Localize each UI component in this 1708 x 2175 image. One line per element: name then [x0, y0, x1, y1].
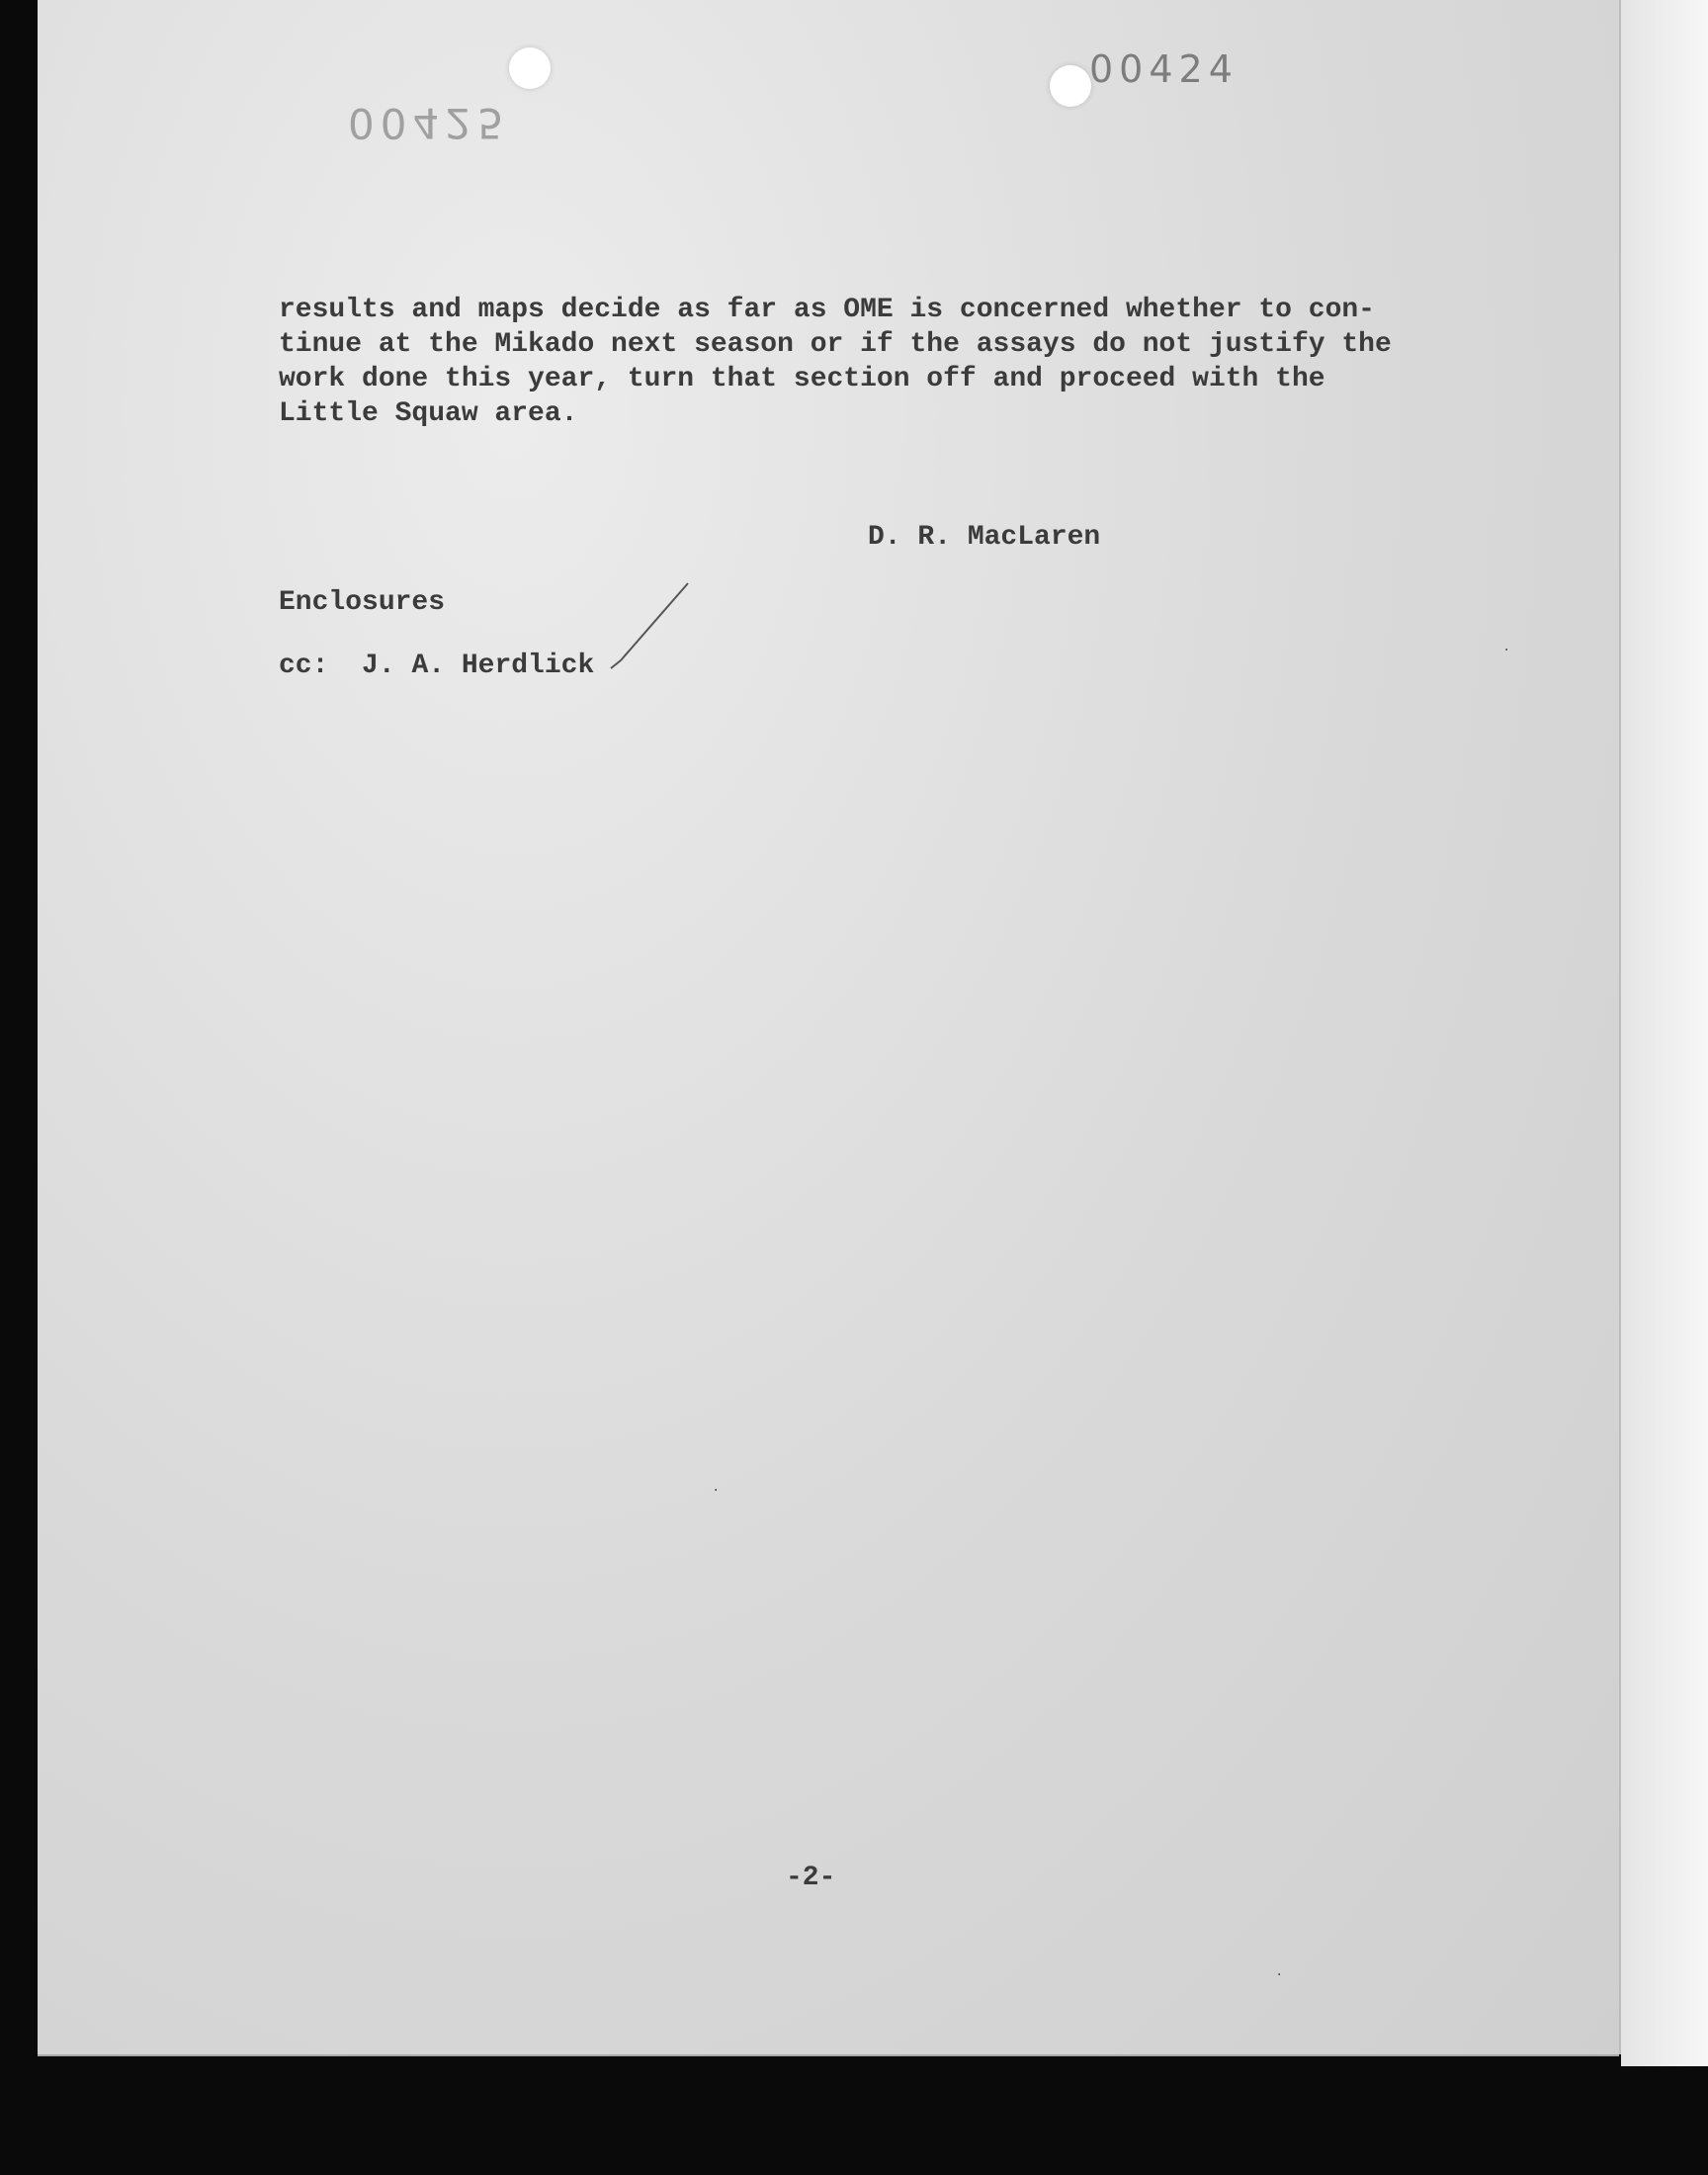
cc-line [279, 651, 594, 681]
enclosures-label: Enclosures [279, 587, 446, 618]
body-line: tinue at the Mikado next season or if the assays do not justify the [279, 329, 1392, 360]
punch-hole-right [1050, 65, 1091, 107]
page-number: -2- [786, 1863, 836, 1893]
punch-hole-left [509, 47, 551, 89]
body-line: Little Squaw area. [279, 398, 578, 429]
scan-speck: · [1502, 643, 1511, 658]
body-line: results and maps decide as far as OME is concerned whether to con- [279, 295, 1375, 325]
checkmark-icon [605, 581, 696, 672]
document-number-stamp: 00424 [1089, 47, 1238, 91]
bleed-through-number-stamp: 00425 [348, 99, 510, 147]
scan-speck: · [712, 1483, 721, 1499]
scan-speck: · [1275, 1967, 1284, 1983]
body-line: work done this year, turn that section off and proceed with the [279, 364, 1325, 394]
scan-edge [1621, 0, 1708, 2066]
signature-name: D. R. MacLaren [868, 522, 1101, 553]
cc-recipient: J. A. Herdlick [362, 651, 595, 681]
letter-body [279, 293, 1415, 431]
cc-label: cc: [279, 651, 329, 681]
